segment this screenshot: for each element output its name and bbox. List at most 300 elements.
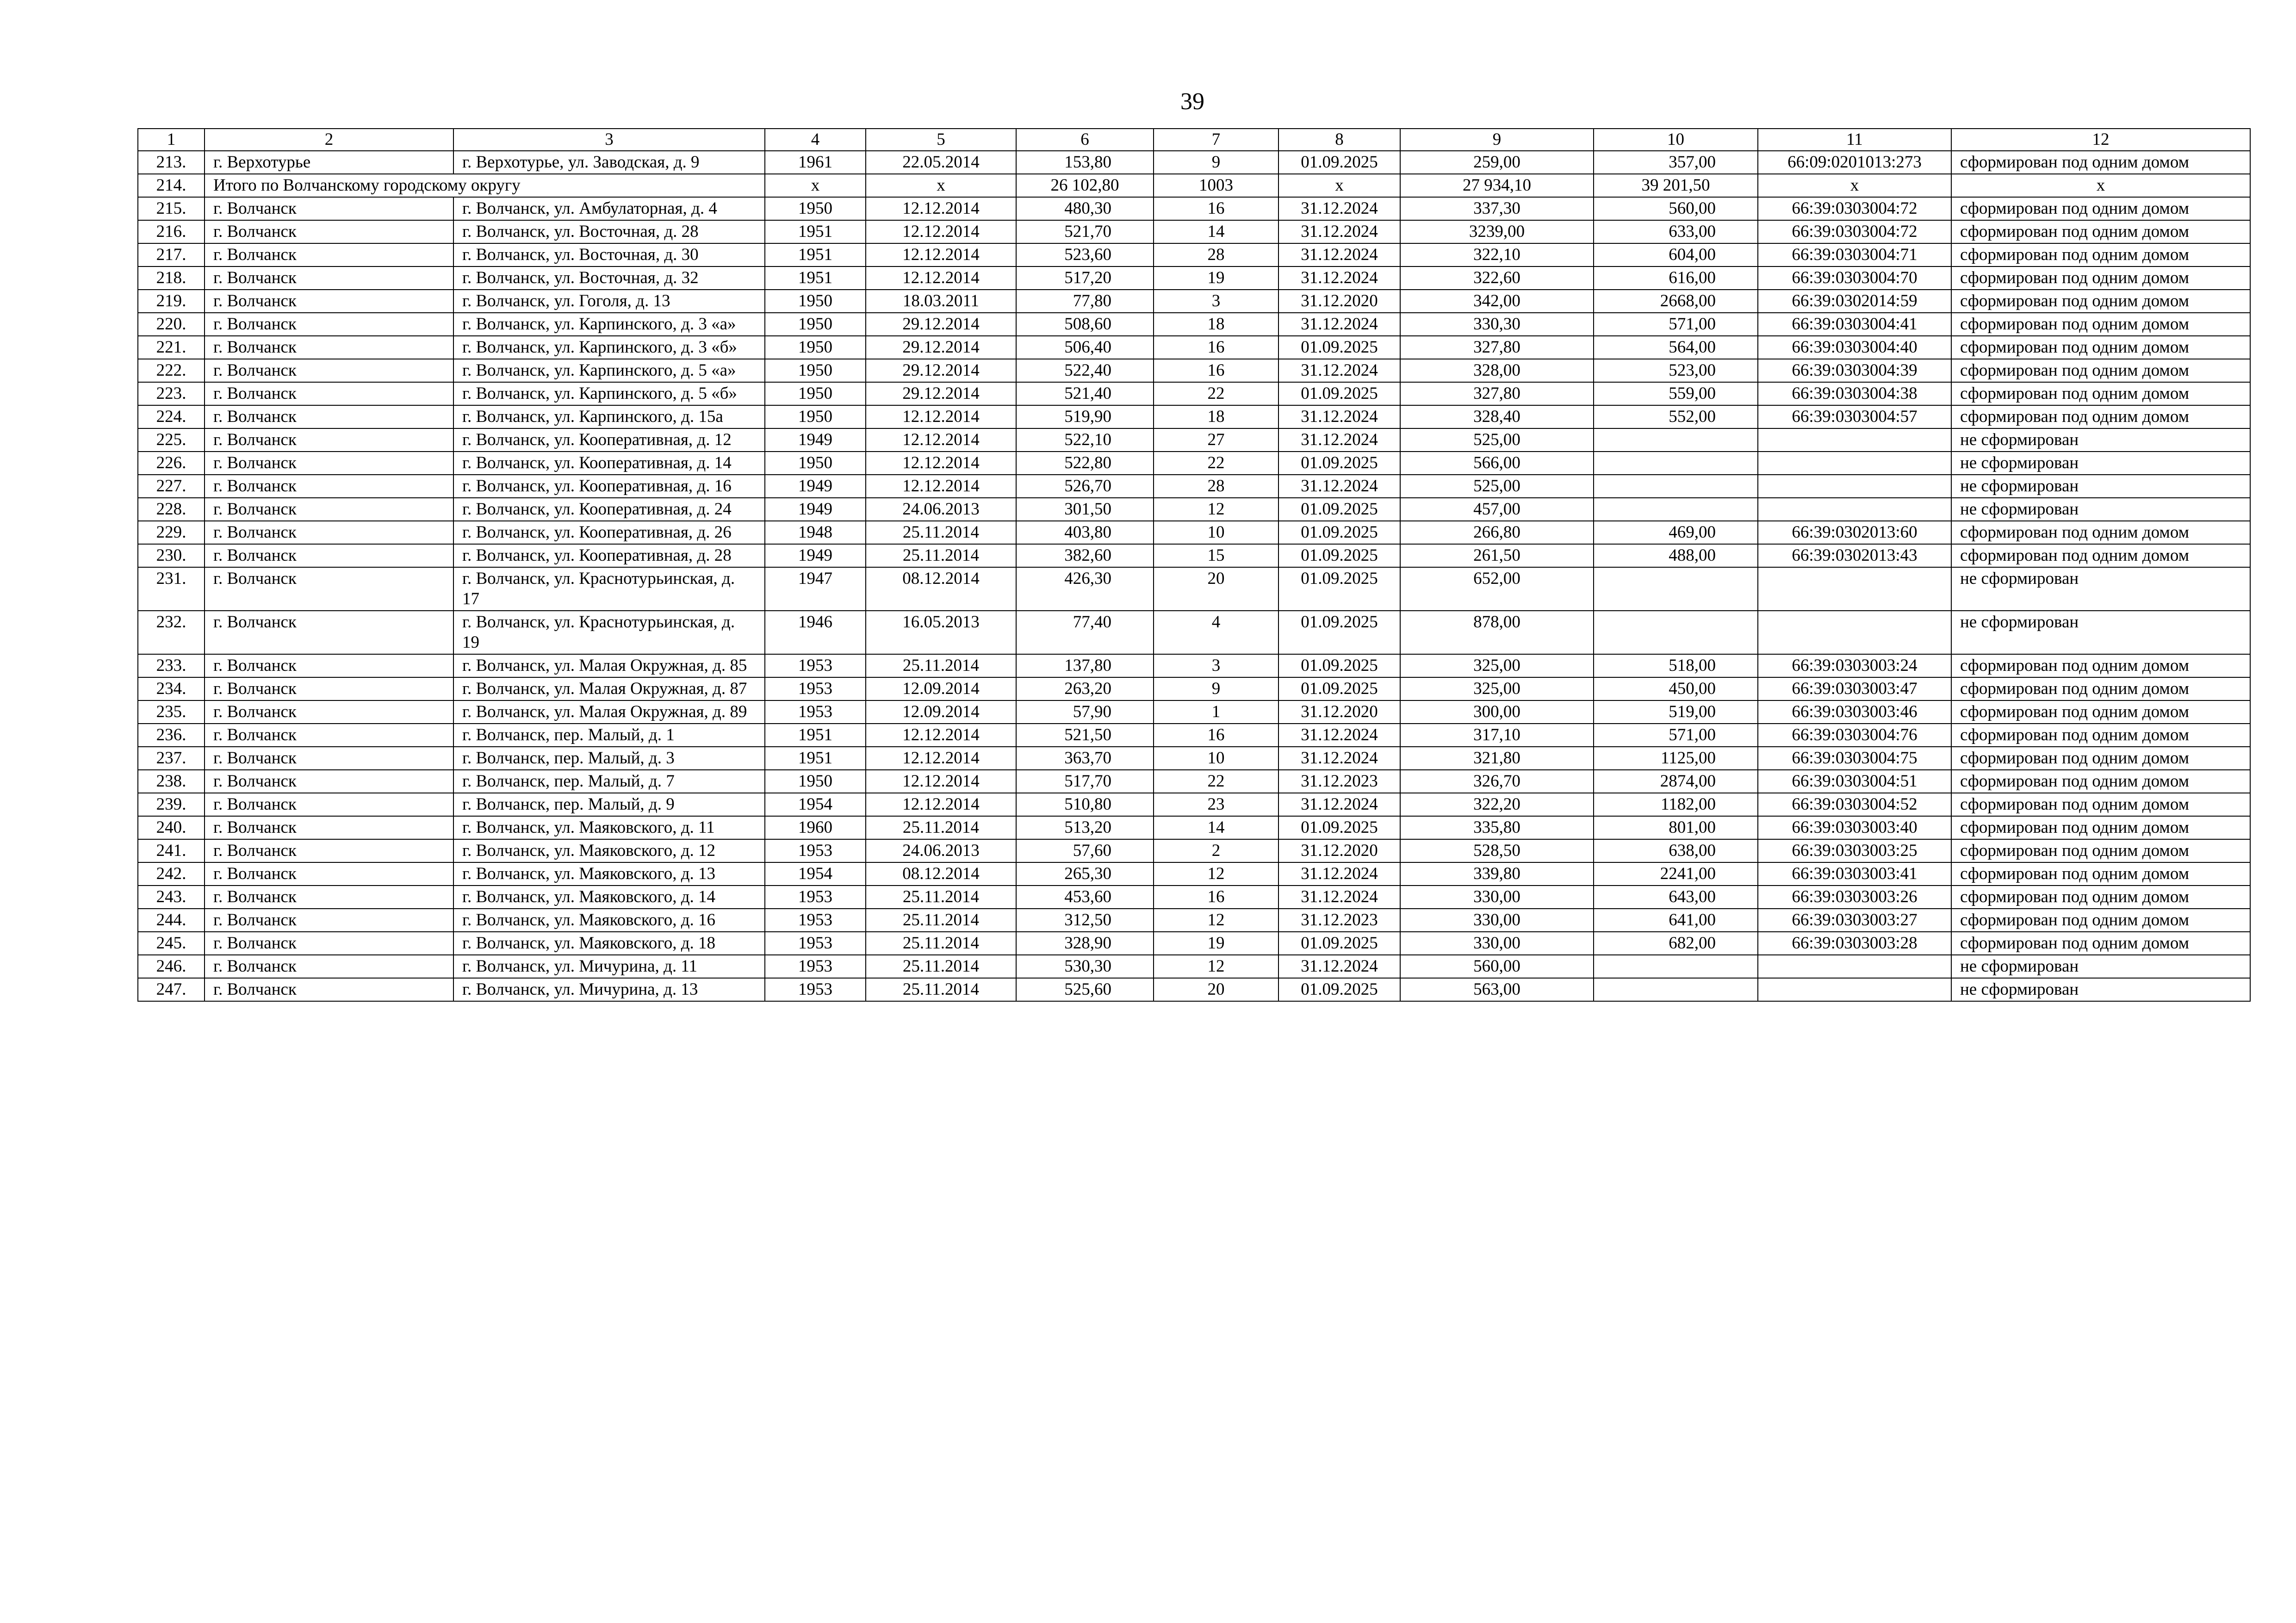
year-built-cell: 1949	[765, 498, 866, 521]
column-header: 1	[138, 129, 205, 151]
table-row	[138, 747, 2250, 770]
land-area-cell: 563,00	[1400, 978, 1594, 1001]
survey-date-cell: 12.12.2014	[866, 197, 1016, 220]
settlement-cell: г. Волчанск	[205, 677, 453, 700]
column-number-row	[138, 129, 2250, 151]
row-number-cell: 229.	[138, 521, 205, 544]
residents-cell: 12	[1154, 955, 1278, 978]
table-row	[138, 405, 2250, 428]
table-row	[138, 544, 2250, 567]
survey-date-cell: 16.05.2013	[866, 611, 1016, 654]
cadastral-number-cell	[1758, 475, 1951, 498]
year-built-cell: 1950	[765, 770, 866, 793]
area-cell: 526,70	[1016, 475, 1154, 498]
row-number-cell: 215.	[138, 197, 205, 220]
year-built-cell: 1953	[765, 677, 866, 700]
plot-status-cell: х	[1951, 174, 2250, 197]
table-body	[138, 129, 2250, 1001]
cadastral-number-cell: 66:09:0201013:273	[1758, 151, 1951, 174]
address-cell: г. Волчанск, пер. Малый, д. 3	[453, 747, 765, 770]
table-row	[138, 359, 2250, 382]
residents-cell: 22	[1154, 770, 1278, 793]
survey-date-cell: 12.09.2014	[866, 700, 1016, 724]
deadline-cell: 31.12.2024	[1278, 266, 1400, 290]
survey-date-cell: 12.12.2014	[866, 428, 1016, 452]
deadline-cell: 31.12.2023	[1278, 770, 1400, 793]
table-row	[138, 654, 2250, 677]
survey-date-cell: 25.11.2014	[866, 978, 1016, 1001]
year-built-cell: 1950	[765, 313, 866, 336]
settlement-cell: г. Волчанск	[205, 475, 453, 498]
row-number-cell: 235.	[138, 700, 205, 724]
residents-cell: 28	[1154, 243, 1278, 266]
residents-cell: 19	[1154, 266, 1278, 290]
plot-area-cell: 523,00	[1594, 359, 1758, 382]
plot-status-cell: не сформирован	[1951, 955, 2250, 978]
plot-area-cell	[1594, 611, 1758, 654]
table-row	[138, 886, 2250, 909]
year-built-cell: х	[765, 174, 866, 197]
year-built-cell: 1951	[765, 724, 866, 747]
survey-date-cell: 12.12.2014	[866, 266, 1016, 290]
row-number-cell: 242.	[138, 862, 205, 886]
land-area-cell: 266,80	[1400, 521, 1594, 544]
year-built-cell: 1950	[765, 405, 866, 428]
table-row	[138, 498, 2250, 521]
deadline-cell: 01.09.2025	[1278, 151, 1400, 174]
address-cell: г. Волчанск, ул. Карпинского, д. 15а	[453, 405, 765, 428]
land-area-cell: 325,00	[1400, 654, 1594, 677]
plot-area-cell: 488,00	[1594, 544, 1758, 567]
land-area-cell: 325,00	[1400, 677, 1594, 700]
plot-status-cell: сформирован под одним домом	[1951, 382, 2250, 405]
year-built-cell: 1950	[765, 382, 866, 405]
survey-date-cell: 25.11.2014	[866, 654, 1016, 677]
row-number-cell: 240.	[138, 816, 205, 839]
settlement-cell: г. Волчанск	[205, 313, 453, 336]
land-area-cell: 327,80	[1400, 336, 1594, 359]
survey-date-cell: 25.11.2014	[866, 932, 1016, 955]
residents-cell: 16	[1154, 197, 1278, 220]
address-cell: г. Волчанск, ул. Краснотурьинская, д. 19	[453, 611, 765, 654]
settlement-cell: г. Волчанск	[205, 290, 453, 313]
area-cell: 517,20	[1016, 266, 1154, 290]
residents-cell: 1003	[1154, 174, 1278, 197]
year-built-cell: 1946	[765, 611, 866, 654]
plot-area-cell	[1594, 428, 1758, 452]
cadastral-number-cell: 66:39:0303004:70	[1758, 266, 1951, 290]
settlement-cell: г. Волчанск	[205, 839, 453, 862]
survey-date-cell: 12.12.2014	[866, 405, 1016, 428]
area-cell: 426,30	[1016, 567, 1154, 611]
area-cell: 363,70	[1016, 747, 1154, 770]
land-area-cell: 528,50	[1400, 839, 1594, 862]
area-cell: 530,30	[1016, 955, 1154, 978]
address-cell: г. Волчанск, ул. Малая Окружная, д. 85	[453, 654, 765, 677]
table-row	[138, 611, 2250, 654]
year-built-cell: 1950	[765, 452, 866, 475]
table-row	[138, 978, 2250, 1001]
address-cell: г. Волчанск, ул. Мичурина, д. 13	[453, 978, 765, 1001]
residents-cell: 10	[1154, 521, 1278, 544]
land-area-cell: 525,00	[1400, 475, 1594, 498]
plot-area-cell: 518,00	[1594, 654, 1758, 677]
area-cell: 26 102,80	[1016, 174, 1154, 197]
land-area-cell: 330,00	[1400, 909, 1594, 932]
land-area-cell: 878,00	[1400, 611, 1594, 654]
table-row	[138, 197, 2250, 220]
deadline-cell: 01.09.2025	[1278, 978, 1400, 1001]
column-header: 6	[1016, 129, 1154, 151]
cadastral-number-cell	[1758, 611, 1951, 654]
table-row	[138, 677, 2250, 700]
table-row	[138, 266, 2250, 290]
table-row	[138, 243, 2250, 266]
survey-date-cell: 25.11.2014	[866, 544, 1016, 567]
row-number-cell: 233.	[138, 654, 205, 677]
area-cell: 153,80	[1016, 151, 1154, 174]
survey-date-cell: 12.12.2014	[866, 220, 1016, 243]
plot-area-cell	[1594, 452, 1758, 475]
area-cell: 508,60	[1016, 313, 1154, 336]
column-header: 10	[1594, 129, 1758, 151]
row-number-cell: 216.	[138, 220, 205, 243]
table-row	[138, 336, 2250, 359]
area-cell: 510,80	[1016, 793, 1154, 816]
area-cell: 328,90	[1016, 932, 1154, 955]
address-cell: г. Волчанск, ул. Амбулаторная, д. 4	[453, 197, 765, 220]
row-number-cell: 219.	[138, 290, 205, 313]
land-area-cell: 322,10	[1400, 243, 1594, 266]
survey-date-cell: 25.11.2014	[866, 909, 1016, 932]
deadline-cell: 31.12.2024	[1278, 886, 1400, 909]
settlement-cell: г. Волчанск	[205, 197, 453, 220]
address-cell: г. Волчанск, ул. Гоголя, д. 13	[453, 290, 765, 313]
cadastral-number-cell: 66:39:0302014:59	[1758, 290, 1951, 313]
cadastral-number-cell: 66:39:0303003:46	[1758, 700, 1951, 724]
row-number-cell: 238.	[138, 770, 205, 793]
row-number-cell: 218.	[138, 266, 205, 290]
survey-date-cell: 25.11.2014	[866, 955, 1016, 978]
survey-date-cell: 29.12.2014	[866, 382, 1016, 405]
cadastral-number-cell: 66:39:0303003:24	[1758, 654, 1951, 677]
plot-status-cell: сформирован под одним домом	[1951, 909, 2250, 932]
land-area-cell: 335,80	[1400, 816, 1594, 839]
plot-area-cell: 552,00	[1594, 405, 1758, 428]
area-cell: 519,90	[1016, 405, 1154, 428]
column-header: 3	[453, 129, 765, 151]
plot-area-cell: 519,00	[1594, 700, 1758, 724]
table-row	[138, 475, 2250, 498]
plot-area-cell	[1594, 978, 1758, 1001]
deadline-cell: 01.09.2025	[1278, 336, 1400, 359]
row-number-cell: 224.	[138, 405, 205, 428]
area-cell: 77,80	[1016, 290, 1154, 313]
plot-status-cell: не сформирован	[1951, 452, 2250, 475]
area-cell: 403,80	[1016, 521, 1154, 544]
plot-status-cell: сформирован под одним домом	[1951, 862, 2250, 886]
row-number-cell: 231.	[138, 567, 205, 611]
table-row	[138, 724, 2250, 747]
table-row	[138, 770, 2250, 793]
address-cell: г. Волчанск, ул. Маяковского, д. 12	[453, 839, 765, 862]
row-number-cell: 239.	[138, 793, 205, 816]
settlement-cell: г. Волчанск	[205, 909, 453, 932]
column-header: 2	[205, 129, 453, 151]
cadastral-number-cell	[1758, 498, 1951, 521]
survey-date-cell: 29.12.2014	[866, 336, 1016, 359]
plot-status-cell: сформирован под одним домом	[1951, 724, 2250, 747]
plot-area-cell: 1125,00	[1594, 747, 1758, 770]
land-area-cell: 328,00	[1400, 359, 1594, 382]
address-cell: г. Верхотурье, ул. Заводская, д. 9	[453, 151, 765, 174]
address-cell: г. Волчанск, ул. Маяковского, д. 16	[453, 909, 765, 932]
year-built-cell: 1960	[765, 816, 866, 839]
address-cell: г. Волчанск, ул. Кооперативная, д. 14	[453, 452, 765, 475]
area-cell: 513,20	[1016, 816, 1154, 839]
plot-status-cell: сформирован под одним домом	[1951, 266, 2250, 290]
plot-area-cell: 564,00	[1594, 336, 1758, 359]
land-area-cell: 330,00	[1400, 886, 1594, 909]
residents-cell: 18	[1154, 405, 1278, 428]
settlement-cell: г. Волчанск	[205, 932, 453, 955]
settlement-cell: г. Волчанск	[205, 243, 453, 266]
deadline-cell: 31.12.2024	[1278, 428, 1400, 452]
settlement-cell: г. Волчанск	[205, 405, 453, 428]
housing-registry-table	[137, 128, 2251, 1002]
settlement-cell: г. Волчанск	[205, 886, 453, 909]
year-built-cell: 1948	[765, 521, 866, 544]
settlement-cell: г. Волчанск	[205, 955, 453, 978]
address-cell: г. Волчанск, ул. Маяковского, д. 13	[453, 862, 765, 886]
year-built-cell: 1949	[765, 544, 866, 567]
survey-date-cell: 12.12.2014	[866, 793, 1016, 816]
plot-status-cell: сформирован под одним домом	[1951, 839, 2250, 862]
deadline-cell: х	[1278, 174, 1400, 197]
land-area-cell: 317,10	[1400, 724, 1594, 747]
plot-status-cell: не сформирован	[1951, 611, 2250, 654]
cadastral-number-cell	[1758, 428, 1951, 452]
address-cell: г. Волчанск, ул. Карпинского, д. 3 «а»	[453, 313, 765, 336]
settlement-cell: г. Волчанск	[205, 654, 453, 677]
address-cell: г. Волчанск, ул. Карпинского, д. 5 «б»	[453, 382, 765, 405]
area-cell: 57,90	[1016, 700, 1154, 724]
plot-status-cell: сформирован под одним домом	[1951, 886, 2250, 909]
deadline-cell: 31.12.2024	[1278, 955, 1400, 978]
deadline-cell: 01.09.2025	[1278, 677, 1400, 700]
cadastral-number-cell	[1758, 955, 1951, 978]
table-row	[138, 700, 2250, 724]
deadline-cell: 31.12.2024	[1278, 220, 1400, 243]
table-row	[138, 793, 2250, 816]
settlement-cell: г. Волчанск	[205, 978, 453, 1001]
address-cell: г. Волчанск, ул. Восточная, д. 28	[453, 220, 765, 243]
plot-status-cell: не сформирован	[1951, 498, 2250, 521]
plot-area-cell: 638,00	[1594, 839, 1758, 862]
land-area-cell: 300,00	[1400, 700, 1594, 724]
settlement-cell: г. Волчанск	[205, 428, 453, 452]
cadastral-number-cell: 66:39:0303004:40	[1758, 336, 1951, 359]
year-built-cell: 1950	[765, 336, 866, 359]
residents-cell: 20	[1154, 978, 1278, 1001]
residents-cell: 27	[1154, 428, 1278, 452]
settlement-cell: г. Волчанск	[205, 724, 453, 747]
cadastral-number-cell: 66:39:0303004:38	[1758, 382, 1951, 405]
plot-area-cell: 39 201,50	[1594, 174, 1758, 197]
cadastral-number-cell	[1758, 978, 1951, 1001]
address-cell: г. Волчанск, ул. Маяковского, д. 14	[453, 886, 765, 909]
land-area-cell: 560,00	[1400, 955, 1594, 978]
cadastral-number-cell: 66:39:0303003:40	[1758, 816, 1951, 839]
plot-area-cell: 560,00	[1594, 197, 1758, 220]
survey-date-cell: 08.12.2014	[866, 567, 1016, 611]
address-cell: г. Волчанск, пер. Малый, д. 1	[453, 724, 765, 747]
deadline-cell: 31.12.2024	[1278, 793, 1400, 816]
land-area-cell: 337,30	[1400, 197, 1594, 220]
address-cell: г. Волчанск, ул. Кооперативная, д. 28	[453, 544, 765, 567]
column-header: 11	[1758, 129, 1951, 151]
area-cell: 521,40	[1016, 382, 1154, 405]
row-number-cell: 227.	[138, 475, 205, 498]
table-row	[138, 428, 2250, 452]
deadline-cell: 01.09.2025	[1278, 382, 1400, 405]
year-built-cell: 1951	[765, 243, 866, 266]
settlement-cell: г. Волчанск	[205, 770, 453, 793]
plot-status-cell: сформирован под одним домом	[1951, 747, 2250, 770]
area-cell: 522,40	[1016, 359, 1154, 382]
area-cell: 522,80	[1016, 452, 1154, 475]
address-cell: г. Волчанск, пер. Малый, д. 7	[453, 770, 765, 793]
plot-area-cell: 559,00	[1594, 382, 1758, 405]
row-number-cell: 220.	[138, 313, 205, 336]
year-built-cell: 1954	[765, 862, 866, 886]
deadline-cell: 01.09.2025	[1278, 816, 1400, 839]
cadastral-number-cell: х	[1758, 174, 1951, 197]
row-number-cell: 246.	[138, 955, 205, 978]
settlement-cell: г. Волчанск	[205, 567, 453, 611]
cadastral-number-cell: 66:39:0303004:71	[1758, 243, 1951, 266]
survey-date-cell: 29.12.2014	[866, 313, 1016, 336]
table-row	[138, 521, 2250, 544]
address-cell: г. Волчанск, ул. Малая Окружная, д. 89	[453, 700, 765, 724]
plot-status-cell: сформирован под одним домом	[1951, 197, 2250, 220]
area-cell: 382,60	[1016, 544, 1154, 567]
plot-status-cell: сформирован под одним домом	[1951, 336, 2250, 359]
settlement-cell: г. Волчанск	[205, 498, 453, 521]
land-area-cell: 328,40	[1400, 405, 1594, 428]
table-row	[138, 567, 2250, 611]
cadastral-number-cell: 66:39:0303003:26	[1758, 886, 1951, 909]
land-area-cell: 326,70	[1400, 770, 1594, 793]
year-built-cell: 1953	[765, 839, 866, 862]
plot-area-cell	[1594, 567, 1758, 611]
plot-status-cell: сформирован под одним домом	[1951, 290, 2250, 313]
survey-date-cell: 12.12.2014	[866, 475, 1016, 498]
residents-cell: 2	[1154, 839, 1278, 862]
page-number: 39	[1180, 88, 1204, 115]
settlement-cell: г. Волчанск	[205, 220, 453, 243]
settlement-cell: г. Волчанск	[205, 521, 453, 544]
row-number-cell: 222.	[138, 359, 205, 382]
plot-status-cell: не сформирован	[1951, 978, 2250, 1001]
year-built-cell: 1961	[765, 151, 866, 174]
row-number-cell: 243.	[138, 886, 205, 909]
plot-status-cell: сформирован под одним домом	[1951, 359, 2250, 382]
row-number-cell: 232.	[138, 611, 205, 654]
cadastral-number-cell: 66:39:0303004:72	[1758, 197, 1951, 220]
table-row	[138, 151, 2250, 174]
cadastral-number-cell: 66:39:0302013:60	[1758, 521, 1951, 544]
settlement-cell: г. Волчанск	[205, 382, 453, 405]
plot-area-cell: 801,00	[1594, 816, 1758, 839]
deadline-cell: 31.12.2024	[1278, 475, 1400, 498]
deadline-cell: 01.09.2025	[1278, 544, 1400, 567]
row-number-cell: 217.	[138, 243, 205, 266]
plot-area-cell: 633,00	[1594, 220, 1758, 243]
survey-date-cell: 08.12.2014	[866, 862, 1016, 886]
table-row	[138, 955, 2250, 978]
cadastral-number-cell: 66:39:0303004:51	[1758, 770, 1951, 793]
land-area-cell: 261,50	[1400, 544, 1594, 567]
year-built-cell: 1953	[765, 700, 866, 724]
plot-area-cell: 616,00	[1594, 266, 1758, 290]
year-built-cell: 1953	[765, 654, 866, 677]
survey-date-cell: 22.05.2014	[866, 151, 1016, 174]
survey-date-cell: 12.12.2014	[866, 747, 1016, 770]
settlement-cell: г. Волчанск	[205, 862, 453, 886]
plot-area-cell: 357,00	[1594, 151, 1758, 174]
area-cell: 453,60	[1016, 886, 1154, 909]
survey-date-cell: 24.06.2013	[866, 498, 1016, 521]
plot-area-cell: 571,00	[1594, 724, 1758, 747]
area-cell: 521,50	[1016, 724, 1154, 747]
cadastral-number-cell: 66:39:0303003:47	[1758, 677, 1951, 700]
year-built-cell: 1953	[765, 886, 866, 909]
cadastral-number-cell	[1758, 452, 1951, 475]
row-number-cell: 213.	[138, 151, 205, 174]
settlement-cell: г. Волчанск	[205, 747, 453, 770]
survey-date-cell: х	[866, 174, 1016, 197]
area-cell: 263,20	[1016, 677, 1154, 700]
cadastral-number-cell: 66:39:0303004:72	[1758, 220, 1951, 243]
year-built-cell: 1953	[765, 978, 866, 1001]
residents-cell: 9	[1154, 151, 1278, 174]
plot-area-cell	[1594, 955, 1758, 978]
area-cell: 480,30	[1016, 197, 1154, 220]
address-cell: г. Волчанск, ул. Мичурина, д. 11	[453, 955, 765, 978]
table-row	[138, 816, 2250, 839]
land-area-cell: 525,00	[1400, 428, 1594, 452]
plot-status-cell: сформирован под одним домом	[1951, 243, 2250, 266]
year-built-cell: 1953	[765, 932, 866, 955]
cadastral-number-cell	[1758, 567, 1951, 611]
settlement-cell: г. Волчанск	[205, 793, 453, 816]
deadline-cell: 01.09.2025	[1278, 452, 1400, 475]
settlement-cell: г. Волчанск	[205, 266, 453, 290]
residents-cell: 16	[1154, 336, 1278, 359]
area-cell: 521,70	[1016, 220, 1154, 243]
deadline-cell: 31.12.2024	[1278, 724, 1400, 747]
year-built-cell: 1949	[765, 428, 866, 452]
table-row	[138, 290, 2250, 313]
plot-area-cell: 469,00	[1594, 521, 1758, 544]
address-cell: г. Волчанск, ул. Кооперативная, д. 26	[453, 521, 765, 544]
table-row	[138, 839, 2250, 862]
settlement-cell: г. Верхотурье	[205, 151, 453, 174]
table-row	[138, 313, 2250, 336]
area-cell: 77,40	[1016, 611, 1154, 654]
table-row	[138, 862, 2250, 886]
